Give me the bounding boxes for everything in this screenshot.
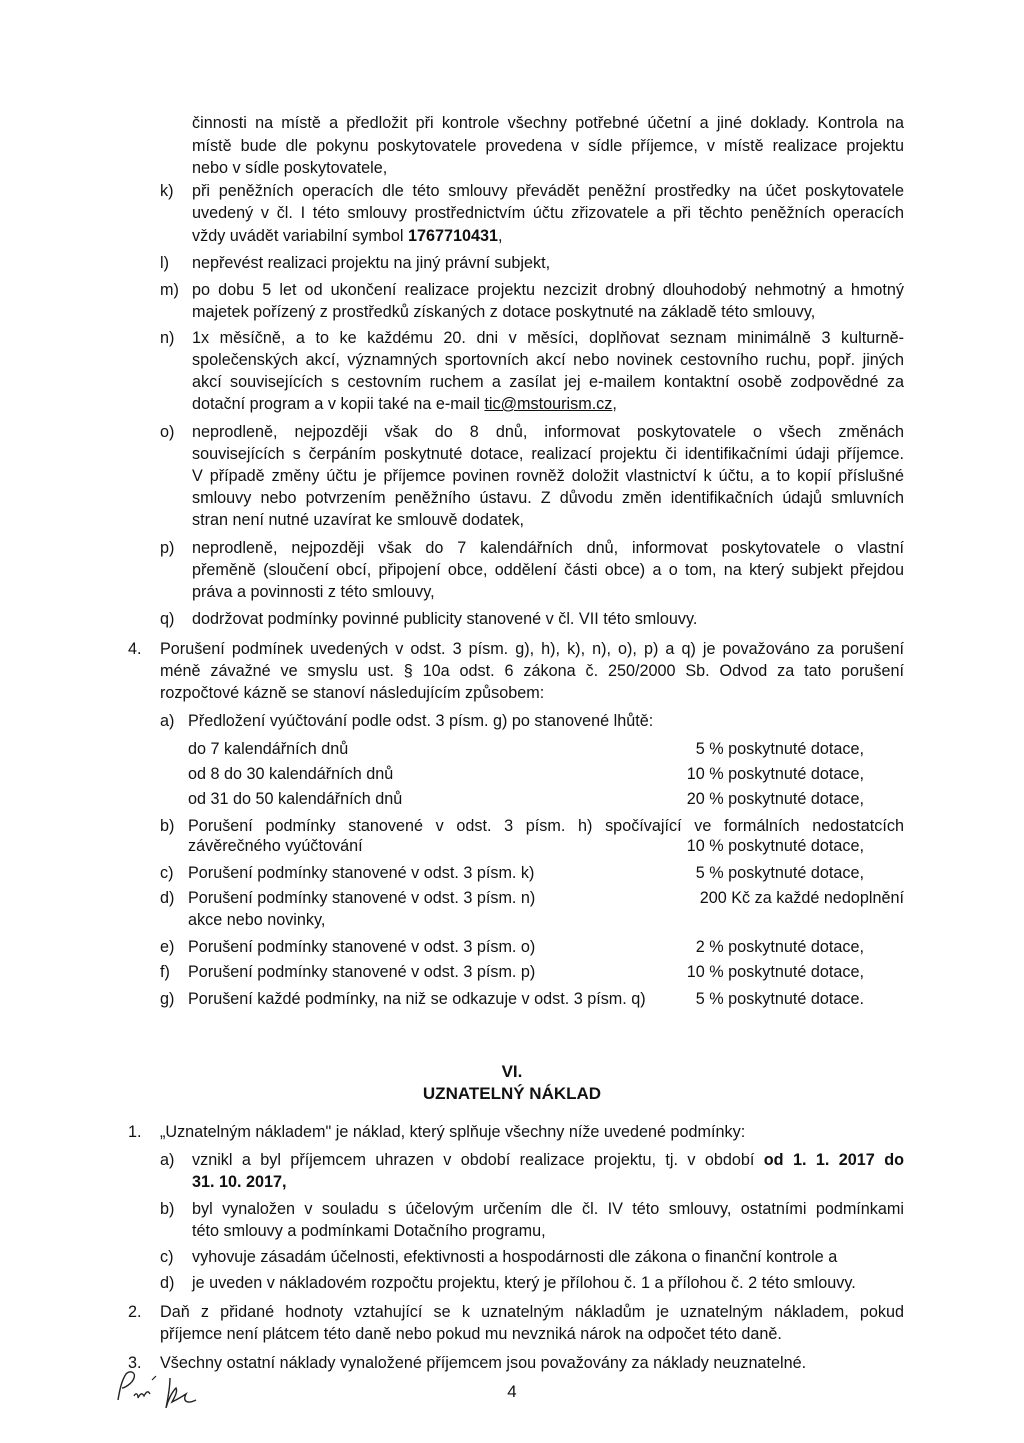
list-item-k: uvedený v čl. I této smlouvy prostřednictvím účtu zřizovatele a při těchto peněžních operacích [192,204,904,222]
penalty-row-value: 5 % poskytnuté dotace, [695,740,864,758]
penalty-f: Porušení podmínky stanovené v odst. 3 písm. p) [188,963,536,981]
list-item-m: majetek pořízený z prostředků získaných z dotace poskytnuté na základě této smlouvy, [192,303,816,321]
penalty-d: akce nebo novinky, [188,911,326,929]
page-number: 4 [507,1382,517,1401]
variable-symbol: 1767710431 [407,227,498,245]
section-marker: 4. [128,640,142,658]
section4-text: Porušení podmínek uvedených v odst. 3 písm. g), h), k), n), o), p) a q) je považováno za porušení [160,640,904,658]
list-item-n: společenských akcí, významných sportovních akcí nebo novinek cestovního ruchu, popř. jiných [192,351,904,369]
penalty-b: Porušení podmínky stanovené v odst. 3 písm. h) spočívající ve formálních nedostatcích [188,817,904,835]
list-item-o: smlouvy nebo potvrzením peněžního ústavu. Z důvodu změn identifikačních údajů smluvních [192,489,904,507]
list-item-o: V případě změny účtu je příjemce povinen rovněž doložit vlastnictví k účtu, a to kopií příslušné [192,467,904,485]
period-dates: od 1. 1. 2017 do [763,1151,904,1169]
penalty-e: Porušení podmínky stanovené v odst. 3 písm. o) [188,938,536,956]
penalty-row-value: 2 % poskytnuté dotace, [695,938,864,956]
penalty-d: Porušení podmínky stanovené v odst. 3 písm. n) [188,889,536,907]
list-marker: a) [160,1151,175,1169]
list-item-q: dodržovat podmínky povinné publicity stanovené v čl. VII této smlouvy. [192,610,698,628]
vi-item-a: vznikl a byl příjemcem uhrazen v období realizace projektu, tj. v období od 1. 1. 2017 do [192,1151,904,1169]
penalty-row-value: 5 % poskytnuté dotace. [695,990,864,1008]
list-marker: e) [160,938,175,956]
list-marker: f) [160,963,170,981]
list-item-n: dotační program a v kopii také na e-mail tic@mstourism.cz, [192,395,617,413]
penalty-row-value: 10 % poskytnuté dotace, [686,963,864,981]
vi-paragraph-2: Daň z přidané hodnoty vztahující se k uznatelným nákladům je uznatelným nákladem, pokud [160,1303,904,1321]
list-item-p: neprodleně, nejpozději však do 7 kalendářních dnů, informovat poskytovatele o vlastní [192,539,904,557]
list-item-m: po dobu 5 let od ukončení realizace projektu nezcizit drobný dlouhodobý nehmotný a hmotný [192,281,904,299]
paragraph-line: nebo v sídle poskytovatele, [192,159,388,177]
list-marker: k) [160,182,174,200]
list-marker: c) [160,864,174,882]
section4-text: méně závažné ve smyslu ust. § 10a odst. 6 zákona č. 250/2000 Sb. Odvod za tato porušení [160,662,904,680]
penalty-row-label: od 31 do 50 kalendářních dnů [188,790,403,808]
list-marker: l) [160,254,169,272]
vi-item-c: vyhovuje zásadám účelnosti, efektivnosti a hospodárnosti dle zákona o finanční kontrole a [192,1248,838,1266]
section-marker: 1. [128,1123,142,1141]
list-marker: b) [160,1200,175,1218]
list-item-o: souvisejících s čerpáním poskytnuté dotace, realizací projektu či identifikačními údaji příjemce. [192,445,904,463]
list-marker: m) [160,281,179,299]
list-marker: n) [160,329,175,347]
penalty-row-label: od 8 do 30 kalendářních dnů [188,765,394,783]
list-item-o: stran není nutné uzavírat ke smlouvě dodatek, [192,511,525,529]
penalty-row-value: 20 % poskytnuté dotace, [686,790,864,808]
vi-paragraph-2: příjemce není plátcem této daně nebo pokud mu nevzniká nárok na odpočet této daně. [160,1325,782,1343]
list-item-p: přeměně (sloučení obcí, připojení obce, oddělení části obce) a o tom, na který subjekt přejdou [192,561,904,579]
list-marker: p) [160,539,175,557]
paragraph-line: činnosti na místě a předložit při kontrole všechny potřebné účetní a jiné doklady. Kontrola na [192,114,904,132]
list-marker: c) [160,1248,174,1266]
list-marker: b) [160,817,175,835]
vi-item-b: byl vynaložen v souladu s účelovým určením dle čl. IV této smlouvy, ostatními podmínkami [192,1200,904,1218]
penalty-row-label: do 7 kalendářních dnů [188,740,349,758]
list-marker: a) [160,712,175,730]
penalty-c: Porušení podmínky stanovené v odst. 3 písm. k) [188,864,535,882]
email-link[interactable]: tic@mstourism.cz [484,395,613,413]
paragraph-line: místě bude dle pokynu poskytovatele provedena v sídle příjemce, v místě realizace projektu [192,137,904,155]
penalty-row-value: 5 % poskytnuté dotace, [695,864,864,882]
section-number: VI. [501,1062,523,1081]
vi-item-a: 31. 10. 2017, [192,1173,287,1191]
penalty-b: závěrečného vyúčtování [188,837,363,855]
penalty-a: Předložení vyúčtování podle odst. 3 písm. g) po stanovené lhůtě: [188,712,654,730]
vi-item-d: je uveden v nákladovém rozpočtu projektu, který je přílohou č. 1 a přílohou č. 2 této smlouvy. [192,1274,856,1292]
list-marker: d) [160,889,175,907]
penalty-row-value: 200 Kč za každé nedoplnění [699,889,904,907]
penalty-row-value: 10 % poskytnuté dotace, [686,765,864,783]
list-item-l: nepřevést realizaci projektu na jiný právní subjekt, [192,254,551,272]
list-marker: g) [160,990,175,1008]
list-marker: q) [160,610,175,628]
list-item-o: neprodleně, nejpozději však do 8 dnů, informovat poskytovatele o všech změnách [192,423,904,441]
vi-paragraph-1: „Uznatelným nákladem" je náklad, který splňuje všechny níže uvedené podmínky: [160,1123,746,1141]
list-item-k: vždy uvádět variabilní symbol 1767710431, [192,227,503,245]
list-item-n: akcí souvisejících s cestovním ruchem a zasílat jej e-mailem kontaktní osobě zodpovědné za [192,373,904,391]
section-marker: 2. [128,1303,142,1321]
vi-paragraph-3: Všechny ostatní náklady vynaložené příjemcem jsou považovány za náklady neuznatelné. [160,1354,807,1372]
list-marker: o) [160,423,175,441]
signature-initials [112,1358,232,1418]
section-title: UZNATELNÝ NÁKLAD [422,1084,602,1103]
vi-item-b: této smlouvy a podmínkami Dotačního programu, [192,1222,546,1240]
list-item-p: práva a povinnosti z této smlouvy, [192,583,435,601]
list-marker: d) [160,1274,175,1292]
list-item-k: při peněžních operacích dle této smlouvy převádět peněžní prostředky na účet poskytovatele [192,182,904,200]
penalty-g: Porušení každé podmínky, na niž se odkazuje v odst. 3 písm. q) [188,990,646,1008]
penalty-row-value: 10 % poskytnuté dotace, [686,837,864,855]
section4-text: rozpočtové kázně se stanoví následujícím způsobem: [160,684,545,702]
section-marker: 3. [128,1354,142,1372]
list-item-n: 1x měsíčně, a to ke každému 20. dni v měsíci, doplňovat seznam minimálně 3 kulturně- [192,329,904,347]
